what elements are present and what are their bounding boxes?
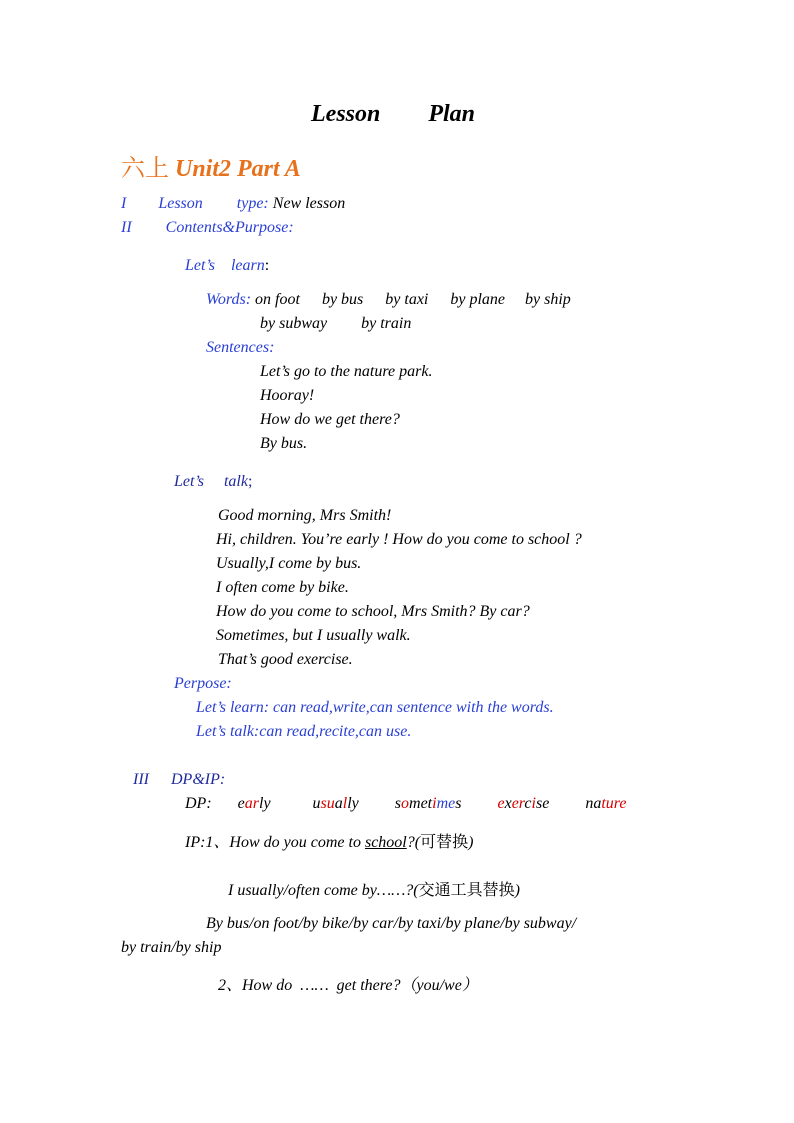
ip1b-text: I usually/often come by……?(	[228, 882, 419, 899]
unit-heading	[121, 154, 301, 183]
dp-word-segment: a	[334, 795, 343, 812]
section-number-3: III	[133, 771, 149, 788]
word-item: by bus	[321, 291, 364, 308]
lesson-type-value: New lesson	[272, 195, 346, 212]
dp-word-segment: x	[504, 795, 512, 812]
ip2-line: 2、How do …… get there?（you/we）	[218, 977, 478, 994]
sentences-label: Sentences:	[206, 339, 275, 356]
dp-word	[585, 795, 626, 812]
ip1-close: )	[468, 834, 474, 851]
word-item: by subway	[260, 315, 328, 332]
words-label: Words:	[206, 291, 252, 308]
purpose-label: Perpose:	[174, 675, 232, 692]
talk-label-1: Let’s	[174, 473, 204, 490]
contents-label: Contents&Purpose:	[165, 219, 294, 236]
ip1b-close: )	[514, 882, 520, 899]
sentence-line: By bus.	[260, 435, 308, 452]
dp-word	[238, 795, 271, 812]
lesson-type-label-2: type:	[236, 195, 269, 212]
dp-word-segment: c	[524, 795, 532, 812]
dp-word-segment: ture	[601, 795, 627, 812]
dp-word-segment: se	[535, 795, 550, 812]
purpose-line: Let’s learn: can read,write,can sentence with the words.	[196, 699, 554, 716]
page-title	[311, 101, 476, 127]
talk-heading: Let’s talk;	[174, 473, 253, 490]
sentence-line: Let’s go to the nature park.	[260, 363, 433, 380]
word-item: on foot	[255, 291, 300, 308]
dp-word-segment: e	[497, 795, 505, 812]
dialogue-line: I often come by bike.	[216, 579, 349, 596]
word-item: by train	[361, 315, 412, 332]
dialogue-line: How do you come to school, Mrs Smith? By car?	[216, 603, 530, 620]
dp-word-segment: ly	[259, 795, 271, 812]
dp-label: DP:	[185, 795, 212, 812]
word-item: by plane	[450, 291, 506, 308]
dp-word-segment: i	[432, 795, 437, 812]
contents-row	[121, 218, 294, 238]
ip1-note: 可替换	[420, 832, 469, 851]
dp-word-segment: ly	[347, 795, 359, 812]
dpip-label: DP&IP:	[170, 771, 226, 788]
ip1c-line-1: By bus/on foot/by bike/by car/by taxi/by plane/by subway/	[206, 915, 577, 932]
word-item: by taxi	[385, 291, 429, 308]
dp-word	[395, 795, 462, 812]
learn-label-1: Let’s	[185, 257, 215, 274]
ip1c-line-2: by train/by ship	[121, 939, 222, 956]
dp-row	[185, 794, 627, 814]
sentence-line: How do we get there?	[260, 411, 400, 428]
dp-word-segment: s	[394, 795, 402, 812]
talk-label-2: talk	[223, 473, 248, 490]
words-row-2	[260, 314, 411, 334]
ip1-line	[185, 832, 473, 853]
dp-word	[497, 795, 549, 812]
learn-label-2: learn	[230, 257, 265, 274]
dp-word-segment: met	[409, 795, 433, 812]
dp-word-segment: su	[320, 795, 335, 812]
dp-word-segment: u	[312, 795, 321, 812]
sentence-line: Hooray!	[260, 387, 315, 404]
ip1b-note: 交通工具替换	[418, 880, 515, 899]
heading-grade: 六上	[121, 154, 169, 182]
dialogue-line: That’s good exercise.	[218, 651, 353, 668]
dp-word-segment: i	[531, 795, 536, 812]
dp-word-segment: me	[436, 795, 456, 812]
dialogue-line: Good morning, Mrs Smith!	[218, 507, 392, 524]
purpose-line: Let’s talk:can read,recite,can use.	[196, 723, 412, 740]
dialogue-line: Usually,I come by bus.	[216, 555, 362, 572]
dp-word-segment: s	[455, 795, 462, 812]
words-row-1	[206, 290, 571, 310]
dpip-heading	[133, 770, 225, 790]
section-number-1: I	[121, 195, 127, 212]
dialogue-line: Sometimes, but I usually walk.	[216, 627, 411, 644]
word-item: by ship	[525, 291, 571, 308]
heading-unit: Unit2 Part A	[175, 156, 301, 182]
dialogue-line: Hi, children. You’re early ! How do you come to school ?	[216, 531, 582, 548]
title-word-2: Plan	[428, 101, 476, 127]
dp-word-segment: e	[237, 795, 245, 812]
lesson-type-row	[121, 194, 345, 214]
dp-word-segment: ar	[244, 795, 259, 812]
ip1-underlined-word: school	[364, 834, 407, 851]
ip1-question: ?(	[406, 834, 421, 851]
lesson-type-label: Lesson	[158, 195, 203, 212]
title-word-1: Lesson	[311, 101, 381, 127]
dp-word-segment: o	[401, 795, 410, 812]
ip1-prefix: IP:1、How do you come to	[185, 834, 365, 851]
dp-word	[313, 795, 359, 812]
learn-heading: Let’s learn:	[185, 257, 270, 274]
dp-word-segment: na	[585, 795, 602, 812]
ip1b-line	[228, 880, 520, 901]
dp-word-segment: er	[511, 795, 525, 812]
dp-word-segment: l	[342, 795, 348, 812]
section-number-2: II	[121, 219, 132, 236]
